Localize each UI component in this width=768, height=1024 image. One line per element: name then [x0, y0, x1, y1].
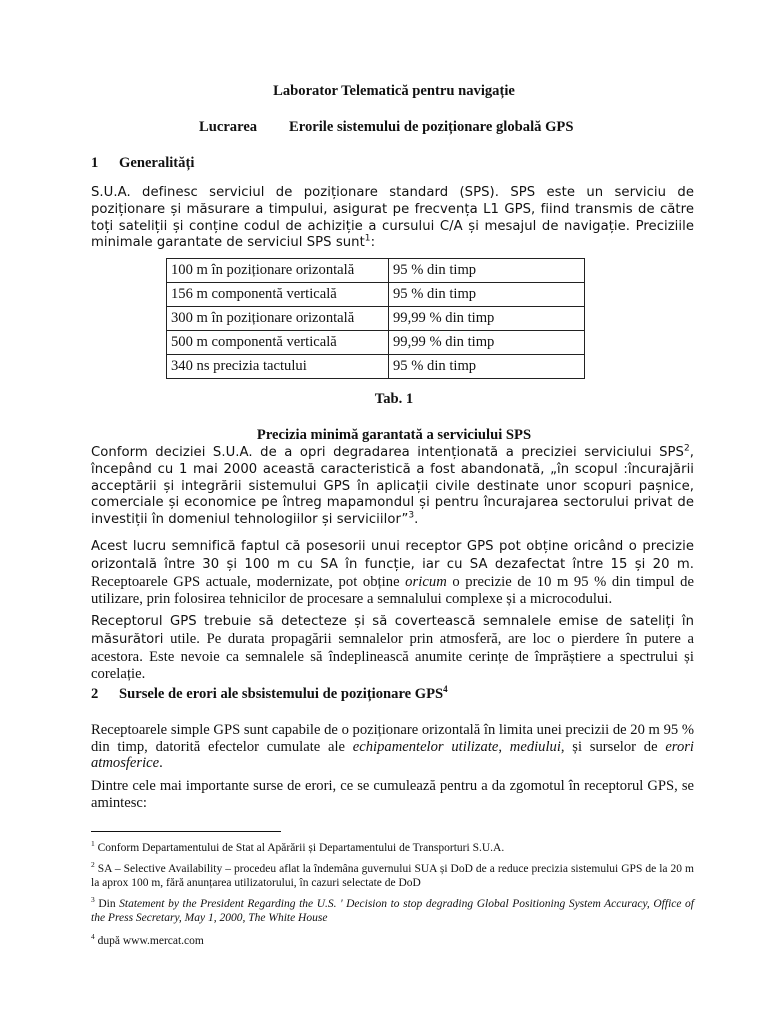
table-cell: 95 % din timp — [389, 283, 585, 307]
table-cell: 156 m componentă verticală — [167, 283, 389, 307]
section-2-heading — [91, 686, 448, 703]
footnote-text: după www.mercat.com — [94, 935, 204, 947]
paragraph-text: o precizie de 10 m 95 % din timpul de utilizare, prin folosirea tehnicilor de procesare a semnalului complexe și a microcodului. — [91, 573, 694, 608]
footnote-text: Conform Departamentului de Stat al Apărării și Departamentului de Transporturi S.U.A. — [94, 842, 505, 854]
footnote-text: Din — [94, 898, 120, 910]
paragraph-text: , începând cu 1 mai 2000 această caracteristică a fost abandonată, „în scopul :încurajării acceptării și integrării sistemului GPS în aplicații civile destinate unor scopuri pașnice, comerciale și economice pe întreg mapamondul și pentru încurajarea sectorului privat de investiții în domeniul tehnologiilor și serviciilor” — [91, 445, 694, 528]
table-row — [167, 331, 585, 355]
table-cell: 99,99 % din timp — [389, 331, 585, 355]
table-description: Precizia minimă garantată a serviciului SPS — [256, 427, 532, 443]
table-row — [167, 355, 585, 379]
document-title: Laborator Telematică pentru navigație — [273, 83, 515, 99]
paragraph-text: , — [498, 738, 510, 755]
footnote-number: 1 — [91, 839, 95, 849]
paragraph-text: S.U.A. definesc serviciul de poziționare standard (SPS). SPS este un serviciu de poziționare și măsurare a timpului, asigurat pe frecvența L1 GPS, fiind transmis de către toți sateliții și conține codul de achiziție a cursului C/A și mesajul de navigație. Preciziile minimale garantate de serviciul SPS sunt — [91, 185, 694, 251]
footnote-number: 4 — [91, 932, 95, 942]
section-2-number: 2 — [91, 686, 99, 702]
table-caption: Tab. 1 — [374, 391, 414, 407]
paragraph-text: Receptoarele GPS actuale, modernizate, pot obține — [91, 573, 406, 590]
table-cell: 95 % din timp — [389, 355, 585, 379]
footnote-ref-4[interactable]: 4 — [443, 684, 448, 695]
footnote-1 — [91, 841, 694, 855]
paragraph-noise-sources: Dintre cele mai importante surse de erori, ce se cumulează pentru a da zgomotul în receptorul GPS, se amintesc: — [91, 778, 694, 811]
footnote-number: 3 — [91, 895, 95, 905]
section-2-title: Sursele de erori ale sbsistemului de poziționare GPS — [119, 686, 444, 702]
footnote-ref-2[interactable]: 2 — [683, 443, 690, 454]
paragraph-italic: erori atmosferice — [91, 738, 694, 772]
paragraph-text: Receptoarele simple GPS sunt capabile de o poziționare orizontală în limita unei precizii de 20 m 95 % din timp, datorită efectelor cumulate ale — [91, 722, 694, 755]
paragraph-end: . — [159, 755, 163, 772]
table-cell: 500 m componentă verticală — [167, 331, 389, 355]
paragraph-italic: oricum — [405, 573, 447, 590]
table-row — [167, 307, 585, 331]
footnote-ref-3[interactable]: 3 — [408, 510, 415, 521]
section-1-title: Generalități — [119, 155, 195, 171]
table-cell: 340 ns precizia tactului — [167, 355, 389, 379]
paragraph-text: , și surselor de — [560, 738, 666, 755]
paragraph-italic: echipamentelor utilizate — [352, 738, 499, 755]
table-cell: 100 m în poziționare orizontală — [167, 259, 389, 283]
table-cell: 95 % din timp — [389, 259, 585, 283]
paragraph-sa-decision — [91, 445, 694, 529]
footnote-italic: Statement by the President Regarding the U.S. ' Decision to stop degrading Global Positioning System Accuracy, Office of the Press Secretary, May 1, 2000, The White House — [91, 898, 694, 924]
section-1-number: 1 — [91, 155, 99, 171]
paragraph-italic: mediului — [509, 738, 561, 755]
paragraph-text: Receptorul GPS trebuie să detecteze și să covertească semnalele emise de sateliți în măsurători — [91, 614, 694, 647]
paragraph-text: Acest lucru semnifică faptul că posesorii unui receptor GPS pot obține oricând o precizie orizontală între 30 și 100 m cu SA în funcție, iar cu SA dezafectat între 15 și 20 m. — [91, 539, 694, 572]
subtitle-label: Lucrarea — [199, 119, 258, 135]
footnote-number: 2 — [91, 860, 95, 870]
subtitle-text: Erorile sistemului de poziționare globală GPS — [289, 119, 574, 135]
footnote-ref-1[interactable]: 1 — [364, 234, 371, 244]
paragraph-text: utile. Pe durata propagării semnalelor prin atmosferă, are loc o pierdere în putere a acestora. Este nevoie ca semnalele să îndeplinească anumite cerințe de împrăștiere a spectrului și corelație. — [91, 630, 694, 683]
paragraph-end: : — [370, 235, 376, 251]
precision-table — [166, 258, 585, 379]
footnote-3 — [91, 897, 694, 925]
footnote-separator — [91, 831, 281, 832]
footnote-text: SA – Selective Availability – procedeu aflat la îndemâna guvernului SUA și DoD de a reduce precizia sistemului GPS de la 20 m la aprox 100 m, fără anunțarea utilizatorului, în cazuri selectate de DoD — [91, 863, 694, 889]
table-cell: 300 m în poziționare orizontală — [167, 307, 389, 331]
paragraph-end: . — [414, 512, 419, 528]
paragraph-generalities — [91, 185, 694, 252]
table-cell: 99,99 % din timp — [389, 307, 585, 331]
paragraph-signal-detection — [91, 614, 694, 684]
paragraph-text: Conform deciziei S.U.A. de a opri degradarea intenționată a preciziei serviciului SPS — [91, 445, 684, 460]
paragraph-error-sources — [91, 722, 694, 772]
table-row — [167, 283, 585, 307]
footnote-4 — [91, 934, 694, 948]
section-1-heading — [91, 155, 194, 172]
table-row — [167, 259, 585, 283]
paragraph-receiver-precision — [91, 539, 694, 609]
footnote-2 — [91, 862, 694, 890]
